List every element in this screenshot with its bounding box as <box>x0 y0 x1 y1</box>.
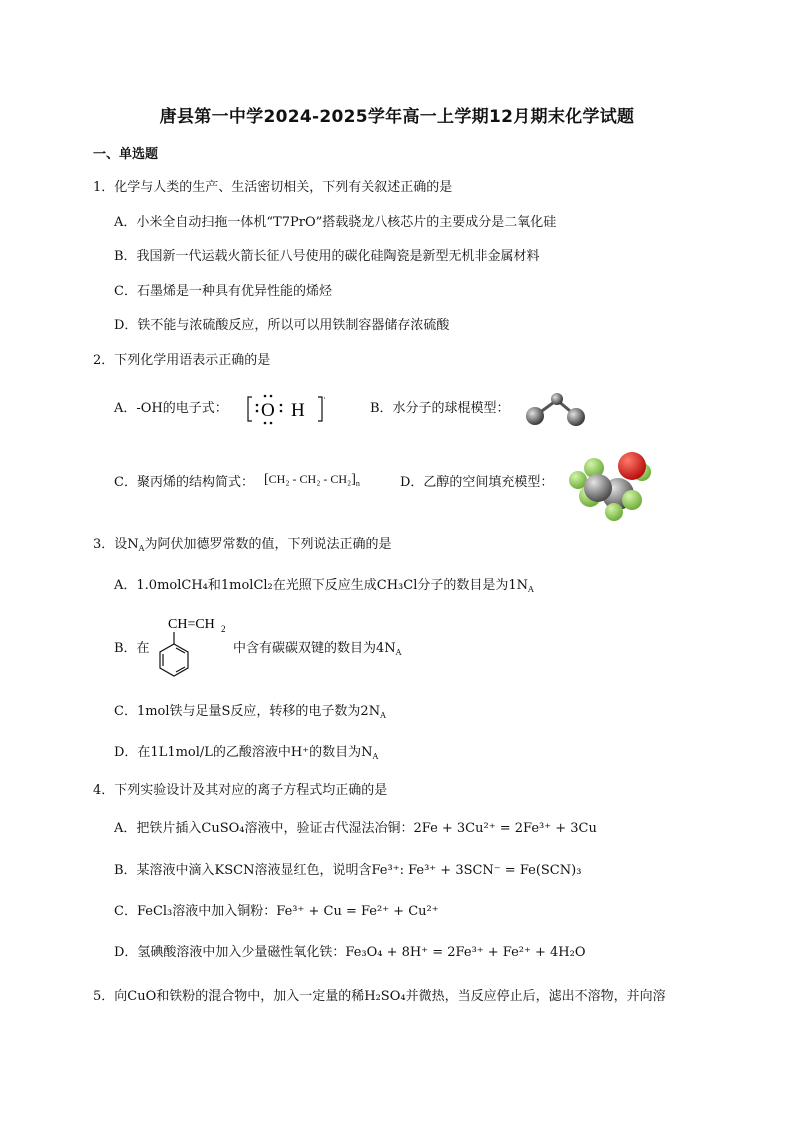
question-2-option-b-label: B．水分子的球棍模型： <box>370 401 510 416</box>
question-1-stem: 1．化学与人类的生产、生活密切相关，下列有关叙述正确的是 <box>93 180 453 195</box>
question-4-option-a: A．把铁片插入CuSO₄溶液中，验证古代湿法冶铜：2Fe + 3Cu²⁺ = 2Fe³⁺ + 3Cu <box>114 821 597 836</box>
question-1-option-d: D．铁不能与浓硫酸反应，所以可以用铁制容器储存浓硫酸 <box>114 318 450 333</box>
question-3-option-a: A．1.0molCH₄和1molCl₂在光照下反应生成CH₃Cl分子的数目是为$1N_A$ <box>114 578 534 594</box>
hydroxyl-electron-formula <box>245 393 325 433</box>
styrene-structure <box>150 612 235 692</box>
water-ball-stick-model <box>520 390 592 434</box>
question-3-option-b-label: B．在 <box>114 641 150 656</box>
question-2-option-a-label: A．-OH的电子式： <box>114 401 228 416</box>
atom-ball <box>551 393 563 405</box>
question-3-option-c: C．1mol铁与足量S反应，转移的电子数为$2N_A$ <box>114 704 386 720</box>
vinyl-group: CH=CH <box>168 617 215 632</box>
atom-ball <box>526 407 544 425</box>
oxygen-symbol: O <box>261 400 275 421</box>
question-2-option-c-label: C．聚丙烯的结构简式： <box>114 475 254 490</box>
page-title: 唐县第一中学2024-2025学年高一上学期12月期末化学试题 <box>159 107 635 127</box>
question-1-option-a: A．小米全自动扫拖一体机“T7PrO”搭载骁龙八核芯片的主要成分是二氧化硅 <box>114 215 557 230</box>
question-4-stem: 4．下列实验设计及其对应的离子方程式均正确的是 <box>93 783 388 798</box>
question-1-option-c: C．石墨烯是一种具有优异性能的烯烃 <box>114 284 332 299</box>
question-3-option-b-tail: 中含有碳碳双键的数目为$4N_A$ <box>233 641 402 657</box>
carbon-atom <box>584 474 612 502</box>
question-2-option-d-label: D．乙醇的空间填充模型： <box>400 475 554 490</box>
question-3-option-d: D．在1L1mol/L的乙酸溶液中H⁺的数目为$N_A$ <box>114 745 379 761</box>
benzene-ring <box>160 644 188 676</box>
electron-dot-diagram <box>245 393 325 429</box>
atom-ball <box>567 408 585 426</box>
question-4-option-b: B．某溶液中滴入KSCN溶液显红色，说明含Fe³⁺: Fe³⁺ + 3SCN⁻ = Fe(SCN)₃ <box>114 863 582 878</box>
question-4-option-d: D．氢碘酸溶液中加入少量磁性氧化铁：Fe₃O₄ + 8H⁺ = 2Fe³⁺ + Fe²⁺ + 4H₂O <box>114 945 586 960</box>
question-2-stem: 2．下列化学用语表示正确的是 <box>93 353 271 368</box>
ethanol-space-filling-model <box>568 446 660 528</box>
question-3-stem: 3．设$N_A$为阿伏加德罗常数的值，下列说法正确的是 <box>93 537 392 553</box>
oxygen-atom <box>618 452 646 480</box>
vinyl-subscript: 2 <box>221 624 226 634</box>
question-5-stem: 5．向CuO和铁粉的混合物中，加入一定量的稀H₂SO₄并微热，当反应停止后，滤出不溶物，并向溶 <box>93 989 666 1004</box>
polymer-repeat-unit: CH₂ - CH₂ - CH₂ <box>268 472 352 486</box>
question-4-option-c: C．FeCl₃溶液中加入铜粉：Fe³⁺ + Cu = Fe²⁺ + Cu²⁺ <box>114 904 439 919</box>
question-1-option-b: B．我国新一代运载火箭长征八号使用的碳化硅陶瓷是新型无机非金属材料 <box>114 249 540 264</box>
section-heading: 一、单选题 <box>93 147 159 162</box>
polymer-subscript-n: n <box>355 479 360 488</box>
polypropylene-formula: $[CH_2 - CH_2 - CH_2]_n$ <box>264 472 360 488</box>
hydrogen-symbol: H <box>291 400 305 421</box>
